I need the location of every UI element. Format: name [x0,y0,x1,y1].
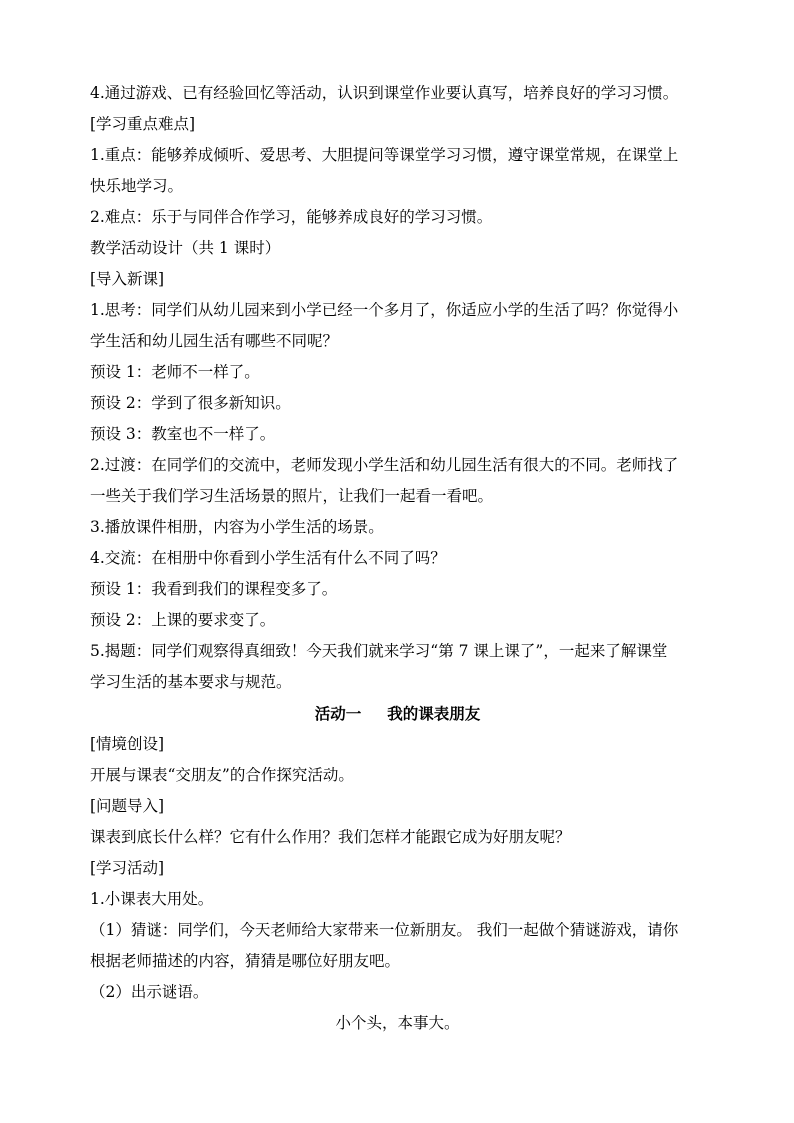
preset-b-1: 预设 1：我看到我们的课程变多了。 [90,580,338,598]
question-text: 课表到底长什么样？它有什么作用？我们怎样才能跟它成为好朋友呢？ [90,828,571,846]
scenario-text: 开展与课表“交朋友”的合作探究活动。 [90,766,354,784]
section-question: [问题导入] [90,797,165,815]
intro-step-2-cont: 一些关于我们学习生活场景的照片，让我们一起看一看吧。 [90,487,494,505]
activity-one-title: 我的课表朋友 [387,704,481,723]
section-scenario: [情境创设] [90,735,165,753]
learning-substep-1: （1）猜谜：同学们，今天老师给大家带来一位新朋友。 我们一起做个猜谜游戏，请你 [90,921,679,939]
learning-substep-1-cont: 根据老师描述的内容，猜猜是哪位好朋友吧。 [90,952,401,970]
intro-step-4: 4.交流：在相册中你看到小学生活有什么不同了吗？ [90,549,446,567]
document-page [90,78,705,1039]
activity-design-title: 教学活动设计（共 1 课时） [90,239,281,257]
preset-1: 预设 1：老师不一样了。 [90,363,260,381]
preset-2: 预设 2：学到了很多新知识。 [90,394,291,412]
key-point-2: 2.难点：乐于与同伴合作学习，能够养成良好的学习习惯。 [90,208,493,226]
activity-one-label: 活动一 [314,704,362,723]
activity-one-heading [90,698,705,729]
learning-substep-2: （2）出示谜语。 [90,983,209,1001]
preset-3: 预设 3：教室也不一样了。 [90,425,276,443]
intro-step-5-cont: 学习生活的基本要求与规范。 [90,673,292,691]
learning-step-1: 1.小课表大用处。 [90,890,214,908]
intro-step-3: 3.播放课件相册，内容为小学生活的场景。 [90,518,384,536]
section-learning: [学习活动] [90,859,165,877]
section-intro: [导入新课] [90,270,165,288]
key-point-1-cont: 快乐地学习。 [90,177,184,195]
intro-step-1-cont: 学生活和幼儿园生活有哪些不同呢？ [90,332,339,350]
preset-b-2: 预设 2：上课的要求变了。 [90,611,276,629]
intro-step-2: 2.过渡：在同学们的交流中，老师发现小学生活和幼儿园生活有很大的不同。老师找了 [90,456,679,474]
objective-4: 4.通过游戏、已有经验回忆等活动，认识到课堂作业要认真写，培养良好的学习习惯。 [90,84,679,102]
intro-step-5: 5.揭题：同学们观察得真细致！今天我们就来学习“第 7 课上课了”，一起来了解课堂 [90,642,668,660]
riddle-text: 小个头，本事大。 [335,1014,460,1032]
intro-step-1: 1.思考：同学们从幼儿园来到小学已经一个多月了，你适应小学的生活了吗？你觉得小 [90,301,679,319]
key-point-1: 1.重点：能够养成倾听、爱思考、大胆提问等课堂学习习惯，遵守课堂常规，在课堂上 [90,146,679,164]
section-key-points: [学习重点难点] [90,115,196,133]
